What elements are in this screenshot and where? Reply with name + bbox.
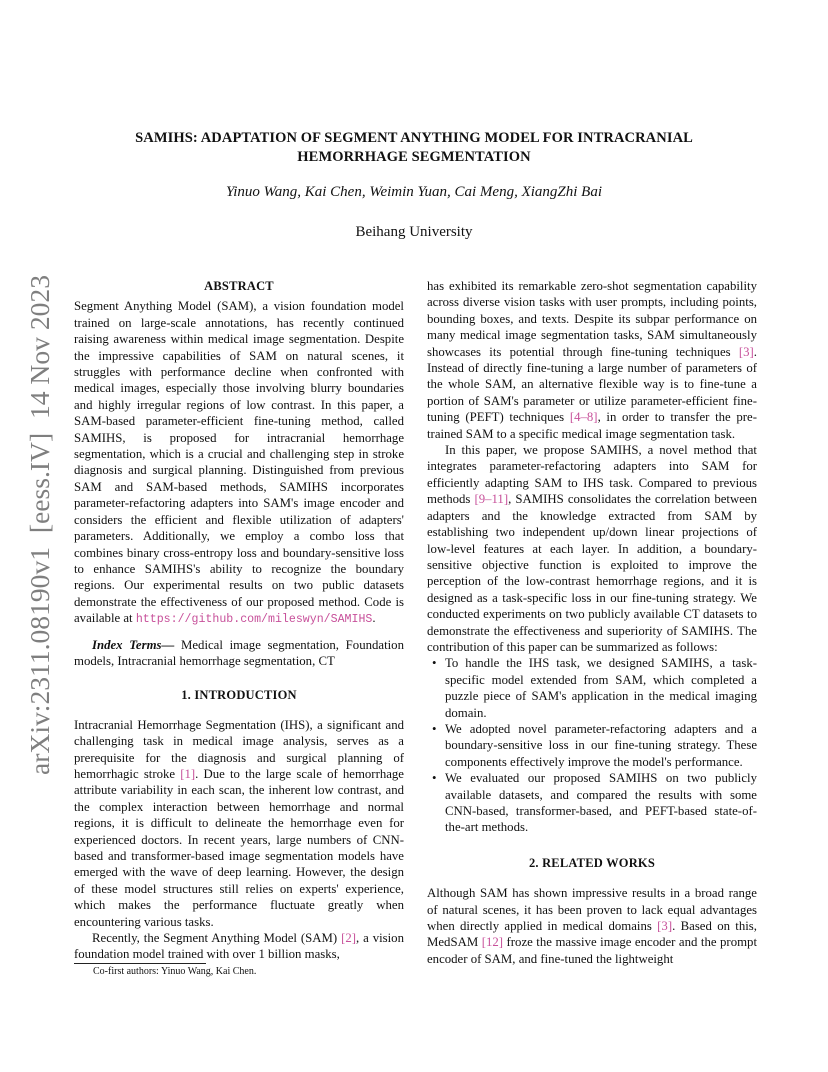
- related-p1-text-b: . Based on this, MedSAM: [427, 919, 757, 950]
- citation-link[interactable]: [1]: [180, 766, 196, 781]
- title-line-2: HEMORRHAGE SEGMENTATION: [297, 149, 531, 165]
- citation-link[interactable]: [3]: [657, 919, 673, 934]
- related-p1-text-a: Although SAM has shown impressive results in a broad range of natural scenes, it has been proven to lack equal advantages when directly applied in medical domains: [427, 886, 757, 934]
- contribution-item: • To handle the IHS task, we designed SAMIHS, a task-specific model extended from SAM, which completed a puzzle piece of SAM's application in the medical imaging domain.: [427, 655, 757, 721]
- affiliation: Beihang University: [355, 224, 473, 240]
- abstract-paragraph: [74, 298, 404, 628]
- abstract-end: .: [372, 611, 376, 626]
- right-p1-text-c: , in order to transfer the pre-trained SAM to a specific medical image segmentation task.: [427, 410, 758, 441]
- right-p2-text-a: In this paper, we propose SAMIHS, a novel method that integrates parameter-refactoring adapters into SAM for efficiently adapting SAM to IHS task. Compared to previous methods: [427, 443, 757, 507]
- index-terms-lead: Index Terms—: [92, 637, 175, 652]
- paper-title: [60, 129, 768, 167]
- intro-paragraph-1: [74, 717, 404, 930]
- intro-paragraph-2: [74, 930, 404, 963]
- right-column: [427, 278, 757, 967]
- intro-p1-text-a: Intracranial Hemorrhage Segmentation (IHS), a significant and challenging task in medical image analysis, serves as a prerequisite for the diagnosis and surgical planning of hemorrhagic stroke: [74, 717, 404, 781]
- related-paragraph-1: [427, 885, 757, 967]
- abstract-text: Segment Anything Model (SAM), a vision foundation model trained on large-scale annotations, has recently continued raising awareness within medical image segmentation. Despite the impressive capabilities of SAM on natural scenes, it struggles with performance decline when confronted with medical images, especially those involving blurry boundaries and highly irregular regions of low contrast. In this paper, a SAM-based parameter-efficient fine-tuning method, called SAMIHS, is proposed for intracranial hemorrhage segmentation, which is a crucial and challenging step in stroke diagnosis and surgical planning. Distinguished from previous SAM and SAM-based methods, SAMIHS incorporates parameter-refactoring adapters into SAM's image encoder and considers the efficient and flexible utilization of adapters' parameters. Additionally, we employ a combo loss that combines binary cross-entropy loss and boundary-sensitive loss to enhance SAMIHS's ability to recognize the boundary regions. Our experimental results on two public datasets demonstrate the effectiveness of our proposed method. Code is available at: [74, 299, 404, 626]
- arxiv-identifier-text: arXiv:2311.08190v1 [eess.IV] 14 Nov 2023: [25, 285, 55, 775]
- intro-p2-text-a: Recently, the Segment Anything Model (SAM): [92, 931, 342, 946]
- intro-paragraph-4: [427, 442, 757, 655]
- title-line-1: SAMIHS: ADAPTATION OF SEGMENT ANYTHING MODEL FOR INTRACRANIAL: [135, 130, 693, 146]
- right-p2-text-b: , SAMIHS consolidates the correlation between adapters and the knowledge extracted from SAM by establishing two independent up/down linear projections of low-level features at each layer. In addition, a boundary-sensitive objective function is exploited to improve the perception of the low-contrast hemorrhage regions, and it is designed as a task-specific loss in our fine-tuning strategy. We conducted experiments on two publicly available CT datasets to demonstrate the effectiveness and superiority of SAMIHS. The contribution of this paper can be summarized as follows:: [427, 492, 757, 654]
- intro-p1-text-b: . Due to the large scale of hemorrhage attribute variability in each scan, the inherent low contrast, and the complex interaction between hemorrhage and normal regions, it is difficult to delineate the hemorrhage even for experienced doctors. In recent years, large numbers of CNN-based and transformer-based image segmentation models have emerged with the wave of deep learning. However, the design of these model structures still relies on experts' experience, which makes the performance fluctuate greatly when encountering various tasks.: [74, 766, 404, 929]
- citation-link[interactable]: [12]: [481, 935, 504, 950]
- footnote: Co-first authors: Yinuo Wang, Kai Chen.: [93, 966, 257, 977]
- citation-link[interactable]: [9–11]: [474, 492, 509, 507]
- citation-link[interactable]: [2]: [341, 931, 356, 946]
- right-p1-text-b: . Instead of directly fine-tuning a large number of parameters of the whole SAM, an alternative flexible way is to fine-tune a portion of SAM's parameter or utilize parameter-efficient fine-tuning (PEFT) techniques: [427, 344, 757, 425]
- introduction-heading: 1. INTRODUCTION: [181, 688, 297, 703]
- contribution-list: [427, 655, 757, 835]
- arxiv-identifier: [20, 270, 60, 780]
- footnote-divider: [74, 963, 206, 964]
- author-list: Yinuo Wang, Kai Chen, Weimin Yuan, Cai Meng, XiangZhi Bai: [225, 184, 602, 200]
- right-p1-text-a: has exhibited its remarkable zero-shot segmentation capability across diverse vision tasks with user prompts, including points, bounding boxes, and texts. Despite its subpar performance on many medical image segmentation tasks, SAM simultaneously showcases its potential through fine-tuning techniques: [427, 279, 757, 359]
- contribution-item: • We adopted novel parameter-refactoring adapters and a boundary-sensitive loss in our fine-tuning strategy. These components effectively improve the model's performance.: [427, 721, 757, 770]
- index-terms: [74, 637, 404, 670]
- citation-link[interactable]: [3]: [738, 344, 754, 359]
- contribution-item: • We evaluated our proposed SAMIHS on two publicly available datasets, and compared the results with some CNN-based, transformer-based, and PEFT-based state-of-the-art methods.: [427, 770, 757, 836]
- index-terms-text: Medical image segmentation, Foundation models, Intracranial hemorrhage segmentation, CT: [74, 637, 404, 668]
- related-works-heading: 2. RELATED WORKS: [528, 855, 656, 870]
- intro-p2-text-b: , a vision foundation model trained with over 1 billion masks,: [74, 931, 404, 962]
- left-column: [74, 278, 404, 963]
- citation-link[interactable]: [4–8]: [569, 410, 598, 425]
- abstract-heading: ABSTRACT: [204, 279, 274, 293]
- intro-paragraph-3: [427, 278, 757, 442]
- code-link[interactable]: https://github.com/mileswyn/SAMIHS: [135, 613, 373, 627]
- related-p1-text-c: froze the massive image encoder and the prompt encoder of SAM, and fine-tuned the lightweight: [427, 935, 757, 966]
